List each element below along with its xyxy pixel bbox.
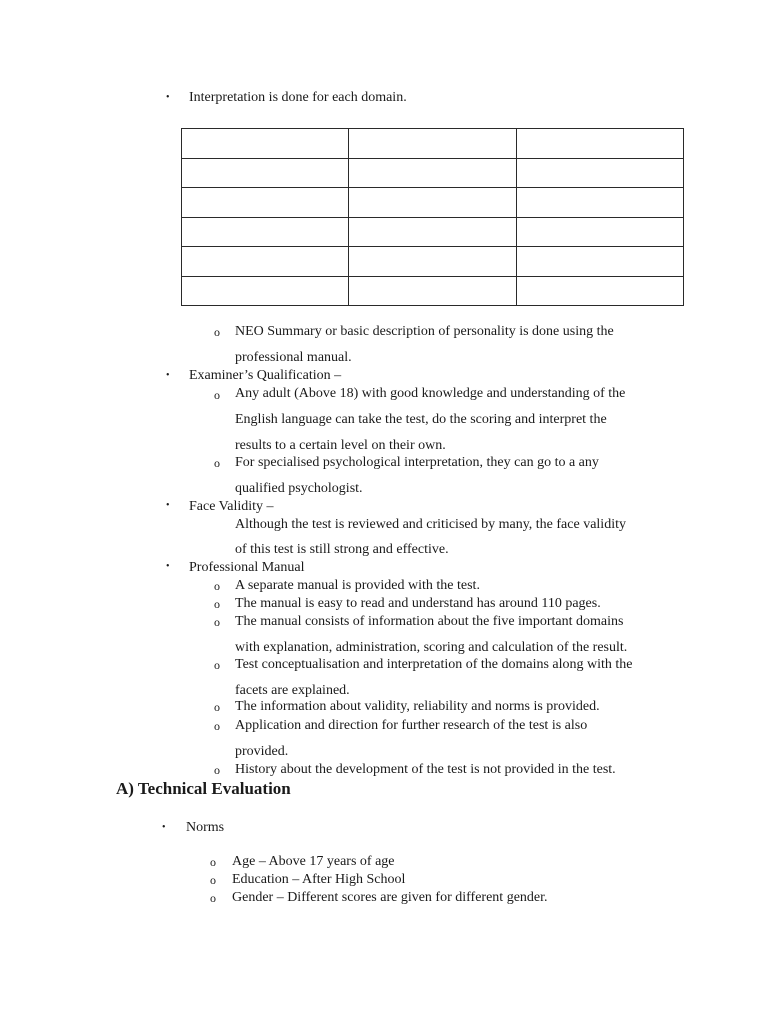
table-cell: [516, 158, 683, 188]
intro-text: Interpretation is done for each domain.: [189, 90, 407, 105]
manual-title: Professional Manual: [189, 560, 305, 575]
table-cell: [516, 276, 683, 306]
table-cell: [516, 217, 683, 247]
manual-item-line: facets are explained.: [235, 683, 350, 698]
examiner-item-line: Any adult (Above 18) with good knowledge and understanding of the: [235, 386, 626, 401]
face-validity-title: Face Validity –: [189, 499, 274, 514]
examiner-item-line: qualified psychologist.: [235, 481, 363, 496]
manual-item-line: Test conceptualisation and interpretation of the domains along with the: [235, 657, 633, 672]
table-row: [182, 247, 684, 277]
bullet-icon: •: [166, 500, 170, 511]
table-cell: [349, 129, 516, 159]
manual-item-line: The manual consists of information about the five important domains: [235, 614, 624, 629]
manual-item-line: with explanation, administration, scoring and calculation of the result.: [235, 640, 628, 655]
table-cell: [349, 247, 516, 277]
table-cell: [349, 217, 516, 247]
bullet-icon: •: [166, 92, 170, 103]
section-heading: A) Technical Evaluation: [116, 779, 291, 798]
neo-summary-line: NEO Summary or basic description of personality is done using the: [235, 324, 614, 339]
bullet-icon: •: [162, 822, 166, 833]
examiner-item-line: For specialised psychological interpretation, they can go to a any: [235, 455, 599, 470]
circle-bullet-icon: o: [210, 855, 216, 869]
table-cell: [516, 247, 683, 277]
manual-item-line: provided.: [235, 744, 289, 759]
circle-bullet-icon: o: [214, 456, 220, 470]
table-row: [182, 129, 684, 159]
norms-item: Gender – Different scores are given for different gender.: [232, 890, 548, 905]
circle-bullet-icon: o: [214, 615, 220, 629]
circle-bullet-icon: o: [214, 388, 220, 402]
table-row: [182, 188, 684, 218]
bullet-icon: •: [166, 561, 170, 572]
neo-summary-line: professional manual.: [235, 350, 352, 365]
norms-item: Education – After High School: [232, 872, 406, 887]
table-row: [182, 276, 684, 306]
circle-bullet-icon: o: [214, 597, 220, 611]
table-cell: [182, 276, 349, 306]
table-cell: [516, 188, 683, 218]
table-cell: [182, 158, 349, 188]
table-cell: [349, 188, 516, 218]
circle-bullet-icon: o: [214, 719, 220, 733]
table-row: [182, 158, 684, 188]
manual-item-line: History about the development of the test is not provided in the test.: [235, 762, 616, 777]
table-cell: [182, 188, 349, 218]
table-cell: [516, 129, 683, 159]
circle-bullet-icon: o: [214, 325, 220, 339]
circle-bullet-icon: o: [214, 700, 220, 714]
circle-bullet-icon: o: [214, 579, 220, 593]
face-validity-line: Although the test is reviewed and criticised by many, the face validity: [235, 517, 626, 532]
bullet-icon: •: [166, 370, 170, 381]
face-validity-line: of this test is still strong and effective.: [235, 542, 449, 557]
table-cell: [349, 276, 516, 306]
examiner-item-line: results to a certain level on their own.: [235, 438, 446, 453]
table-cell: [182, 247, 349, 277]
manual-item-line: The information about validity, reliability and norms is provided.: [235, 699, 600, 714]
manual-item-line: The manual is easy to read and understand has around 110 pages.: [235, 596, 601, 611]
norms-title: Norms: [186, 820, 225, 835]
norms-item: Age – Above 17 years of age: [232, 854, 395, 869]
circle-bullet-icon: o: [214, 763, 220, 777]
table-cell: [349, 158, 516, 188]
manual-item-line: A separate manual is provided with the test.: [235, 578, 480, 593]
table-row: [182, 217, 684, 247]
table-cell: [182, 217, 349, 247]
empty-table: [181, 128, 684, 306]
examiner-title: Examiner’s Qualification –: [189, 368, 342, 383]
manual-item-line: Application and direction for further research of the test is also: [235, 718, 588, 733]
circle-bullet-icon: o: [214, 658, 220, 672]
circle-bullet-icon: o: [210, 891, 216, 905]
examiner-item-line: English language can take the test, do the scoring and interpret the: [235, 412, 607, 427]
circle-bullet-icon: o: [210, 873, 216, 887]
table-cell: [182, 129, 349, 159]
